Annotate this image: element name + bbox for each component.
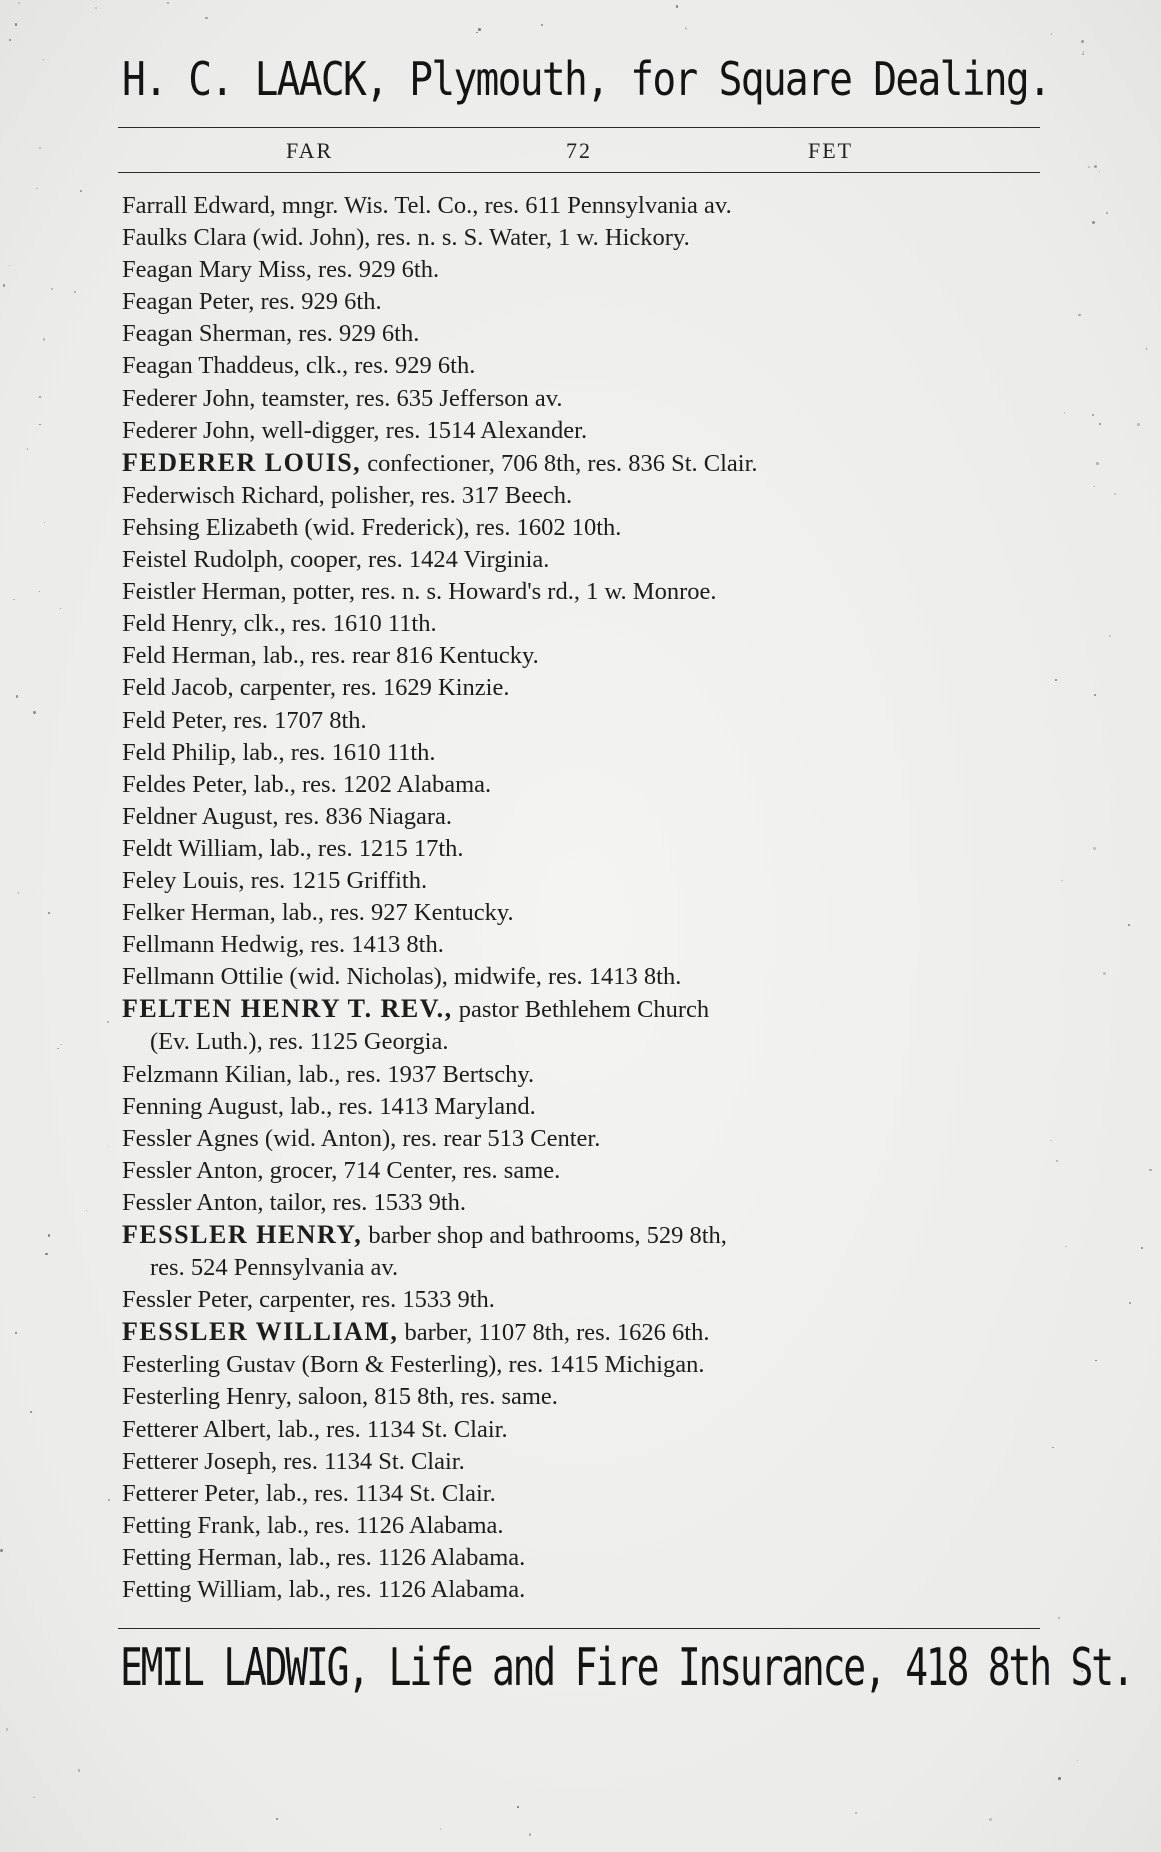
entry-text: Farrall Edward, mngr. Wis. Tel. Co., res. 611 Pennsylvania av.	[122, 192, 732, 219]
entry-text: Feld Philip, lab., res. 1610 11th.	[122, 738, 436, 766]
entry-text: Fessler Agnes (wid. Anton), res. rear 513 Center.	[122, 1124, 601, 1152]
paper-speck	[1109, 635, 1111, 637]
entry-text: Felker Herman, lab., res. 927 Kentucky.	[122, 899, 514, 927]
directory-entry	[122, 1059, 1052, 1091]
entry-text: (Ev. Luth.), res. 1125 Georgia.	[150, 1028, 449, 1056]
paper-speck	[276, 1818, 278, 1820]
directory-entry	[122, 672, 1052, 704]
entry-bold-name: FESSLER HENRY,	[122, 1220, 363, 1249]
directory-entry	[122, 480, 1052, 512]
entry-bold-name: FESSLER WILLIAM,	[122, 1317, 399, 1347]
directory-entry	[122, 1187, 1052, 1219]
paper-speck	[27, 448, 28, 449]
directory-entry	[122, 929, 1052, 961]
paper-speck	[855, 1812, 857, 1814]
entry-text: Federer John, teamster, res. 635 Jefferson av.	[122, 384, 563, 412]
directory-entry	[122, 865, 1052, 897]
entry-text: Fetterer Albert, lab., res. 1134 St. Clair.	[122, 1415, 508, 1443]
paper-speck	[43, 59, 44, 60]
directory-entry	[122, 1316, 1052, 1349]
entry-text: Fetterer Joseph, res. 1134 St. Clair.	[122, 1447, 465, 1475]
entry-bold-name: FELTEN HENRY T. REV.,	[122, 994, 453, 1024]
entry-text: pastor Bethlehem Church	[452, 996, 710, 1024]
entry-text: Feistel Rudolph, cooper, res. 1424 Virginia.	[122, 546, 550, 574]
paper-speck	[16, 695, 19, 698]
directory-entry	[122, 1414, 1052, 1446]
entry-text: Feagan Peter, res. 929 6th.	[122, 288, 382, 316]
paper-speck	[39, 591, 40, 592]
paper-speck	[44, 522, 45, 523]
paper-speck	[1146, 348, 1148, 350]
paper-speck	[1137, 423, 1140, 426]
paper-speck	[1095, 1360, 1097, 1362]
paper-speck	[1099, 423, 1101, 425]
paper-speck	[57, 1048, 58, 1049]
entry-text: barber shop and bathrooms, 529 8th,	[362, 1222, 727, 1249]
directory-entry	[122, 608, 1052, 640]
entry-text: Feld Peter, res. 1707 8th.	[122, 706, 367, 734]
paper-speck	[1051, 33, 1052, 34]
paper-speck	[1114, 493, 1116, 495]
header-rule-bottom	[118, 172, 1040, 173]
paper-speck	[685, 27, 687, 29]
directory-entry	[122, 833, 1052, 865]
directory-entry	[122, 254, 1052, 286]
entry-text: Fetting Herman, lab., res. 1126 Alabama.	[122, 1543, 526, 1571]
paper-speck	[6, 1728, 9, 1731]
paper-speck	[1055, 679, 1057, 681]
entry-text: Federwisch Richard, polisher, res. 317 Beech.	[122, 481, 573, 509]
paper-speck	[33, 1797, 35, 1799]
paper-speck	[1092, 221, 1095, 224]
paper-speck	[478, 28, 481, 31]
entry-text: Fetting William, lab., res. 1126 Alabama.	[122, 1576, 526, 1604]
directory-entry	[122, 801, 1052, 833]
directory-entry	[122, 383, 1052, 415]
directory-entry	[122, 769, 1052, 801]
entry-text: Feley Louis, res. 1215 Griffith.	[122, 866, 428, 894]
directory-entry	[122, 1349, 1052, 1381]
directory-entry	[122, 544, 1052, 576]
entry-text: Fetting Frank, lab., res. 1126 Alabama.	[122, 1511, 504, 1539]
paper-speck	[517, 1806, 518, 1807]
paper-speck	[1065, 1246, 1066, 1247]
directory-entry	[122, 350, 1052, 382]
paper-speck	[1093, 847, 1096, 850]
paper-speck	[60, 608, 61, 609]
entry-text: Feld Herman, lab., res. rear 816 Kentucky.	[122, 642, 539, 670]
entry-text: Fetterer Peter, lab., res. 1134 St. Clair.	[122, 1479, 496, 1507]
paper-speck	[1058, 1777, 1061, 1780]
directory-entry	[122, 576, 1052, 608]
entry-text: Federer John, well-digger, res. 1514 Alexander.	[122, 416, 588, 444]
directory-entry	[122, 1219, 1052, 1252]
paper-speck	[48, 912, 50, 914]
directory-entry	[122, 1446, 1052, 1478]
paper-speck	[61, 1044, 62, 1045]
paper-speck	[1082, 53, 1084, 55]
running-head	[118, 138, 1040, 168]
paper-speck	[1083, 51, 1084, 52]
entry-text: Fellmann Hedwig, res. 1413 8th.	[122, 931, 444, 959]
entry-text: Festerling Henry, saloon, 815 8th, res. same.	[122, 1383, 558, 1411]
paper-speck	[80, 190, 82, 192]
entry-text: res. 524 Pennsylvania av.	[150, 1254, 399, 1282]
directory-entry	[122, 961, 1052, 993]
paper-speck	[33, 711, 36, 714]
entry-text: Feld Henry, clk., res. 1610 11th.	[122, 610, 437, 638]
directory-entry	[122, 1123, 1052, 1155]
paper-speck	[440, 1828, 442, 1830]
entry-text: Fenning August, lab., res. 1413 Maryland.	[122, 1092, 536, 1120]
paper-speck	[1103, 972, 1106, 975]
bleed-through-text	[78, 82, 87, 116]
paper-speck	[1061, 880, 1063, 882]
entry-text: Feld Jacob, carpenter, res. 1629 Kinzie.	[122, 674, 510, 702]
paper-speck	[1094, 486, 1095, 487]
directory-entry	[122, 1381, 1052, 1413]
paper-speck	[39, 424, 41, 426]
paper-speck	[18, 892, 20, 894]
entry-text: barber, 1107 8th, res. 1626 6th.	[398, 1319, 710, 1347]
paper-speck	[1099, 171, 1100, 172]
paper-speck	[15, 23, 17, 25]
footer-rule	[118, 1628, 1040, 1629]
paper-speck	[1128, 924, 1130, 926]
paper-speck	[205, 17, 208, 20]
paper-speck	[95, 7, 97, 9]
paper-speck	[529, 1833, 531, 1835]
directory-entry	[122, 190, 1052, 222]
paper-speck	[1094, 165, 1097, 168]
paper-speck	[1141, 1247, 1143, 1249]
directory-entry	[122, 222, 1052, 254]
entry-text: Feldes Peter, lab., res. 1202 Alabama.	[122, 770, 492, 798]
directory-entry	[122, 1091, 1052, 1123]
paper-speck	[9, 39, 11, 41]
entry-text: Feistler Herman, potter, res. n. s. Howard's rd., 1 w. Monroe.	[122, 578, 717, 606]
paper-speck	[1058, 1617, 1060, 1619]
directory-entry	[122, 640, 1052, 672]
directory-entries	[122, 190, 1052, 1606]
entry-text: Faulks Clara (wid. John), res. n. s. S. Water, 1 w. Hickory.	[122, 224, 690, 252]
paper-speck	[1056, 1160, 1058, 1162]
entry-text: Feagan Sherman, res. 929 6th.	[122, 320, 420, 348]
paper-speck	[9, 265, 10, 266]
paper-speck	[18, 2, 20, 4]
paper-speck	[1088, 166, 1090, 168]
paper-speck	[30, 1411, 33, 1414]
entry-text: Feldt William, lab., res. 1215 17th.	[122, 834, 464, 862]
directory-entry-continuation	[122, 1252, 1052, 1284]
entry-text: Felzmann Kilian, lab., res. 1937 Bertschy.	[122, 1060, 535, 1088]
directory-entry	[122, 1510, 1052, 1542]
paper-speck	[39, 396, 41, 398]
paper-speck	[1094, 694, 1096, 696]
directory-entry	[122, 1155, 1052, 1187]
paper-speck	[676, 5, 679, 8]
paper-speck	[43, 338, 45, 340]
directory-entry	[122, 512, 1052, 544]
directory-entry	[122, 318, 1052, 350]
paper-speck	[39, 147, 42, 150]
header-rule-top	[118, 127, 1040, 128]
paper-speck	[0, 1549, 3, 1552]
paper-speck	[3, 284, 5, 286]
running-head-left: FAR	[286, 138, 334, 163]
directory-entry	[122, 1574, 1052, 1606]
entry-bold-name: FEDERER LOUIS,	[122, 447, 362, 477]
paper-speck	[108, 1499, 110, 1501]
entry-text: Fessler Anton, tailor, res. 1533 9th.	[122, 1188, 467, 1216]
paper-speck	[1129, 1302, 1131, 1304]
paper-speck	[1149, 1169, 1152, 1172]
running-head-right: FET	[808, 138, 854, 163]
paper-speck	[15, 1332, 17, 1334]
directory-entry	[122, 286, 1052, 318]
directory-entry	[122, 415, 1052, 447]
paper-speck	[1105, 1656, 1106, 1657]
page-number: 72	[566, 138, 592, 163]
entry-text: Fessler Anton, grocer, 714 Center, res. same.	[122, 1156, 561, 1184]
bottom-advertisement: EMIL LADWIG, Life and Fire Insurance, 418 8th St.	[120, 1638, 1133, 1698]
directory-entry	[122, 897, 1052, 929]
entry-text: Fellmann Ottilie (wid. Nicholas), midwife, res. 1413 8th.	[122, 963, 682, 991]
paper-speck	[13, 599, 14, 600]
directory-entry	[122, 1284, 1052, 1316]
directory-entry	[122, 705, 1052, 737]
entry-text: Feagan Thaddeus, clk., res. 929 6th.	[122, 352, 476, 380]
paper-speck	[1081, 40, 1084, 43]
entry-text: Feagan Mary Miss, res. 929 6th.	[122, 256, 440, 284]
paper-speck	[167, 2, 169, 4]
entry-text: Feldner August, res. 836 Niagara.	[122, 802, 452, 830]
paper-speck	[45, 1253, 47, 1255]
paper-speck	[78, 1769, 80, 1771]
paper-speck	[51, 288, 53, 290]
paper-speck	[989, 1818, 991, 1820]
paper-speck	[1064, 412, 1066, 414]
paper-speck	[48, 1234, 51, 1237]
entry-text: Festerling Gustav (Born & Festerling), res. 1415 Michigan.	[122, 1351, 705, 1379]
paper-speck	[1092, 414, 1095, 417]
paper-speck	[1078, 314, 1081, 317]
paper-speck	[74, 291, 76, 293]
directory-entry	[122, 993, 1052, 1026]
paper-speck	[108, 1146, 109, 1147]
paper-speck	[476, 32, 477, 33]
directory-entry	[122, 1542, 1052, 1574]
directory-entry-continuation	[122, 1026, 1052, 1058]
paper-speck	[36, 188, 38, 190]
paper-speck	[86, 1210, 87, 1211]
top-advertisement: H. C. LAACK, Plymouth, for Square Dealing.	[122, 52, 1051, 106]
entry-text: Fessler Peter, carpenter, res. 1533 9th.	[122, 1286, 495, 1314]
directory-entry	[122, 447, 1052, 480]
directory-entry	[122, 1478, 1052, 1510]
entry-text: Fehsing Elizabeth (wid. Frederick), res. 1602 10th.	[122, 513, 622, 541]
paper-speck	[1077, 1760, 1078, 1761]
paper-speck	[1106, 212, 1107, 213]
entry-text: confectioner, 706 8th, res. 836 St. Clair.	[361, 449, 758, 477]
paper-speck	[1096, 462, 1099, 465]
paper-speck	[107, 1021, 109, 1023]
directory-entry	[122, 737, 1052, 769]
paper-speck	[541, 24, 543, 26]
